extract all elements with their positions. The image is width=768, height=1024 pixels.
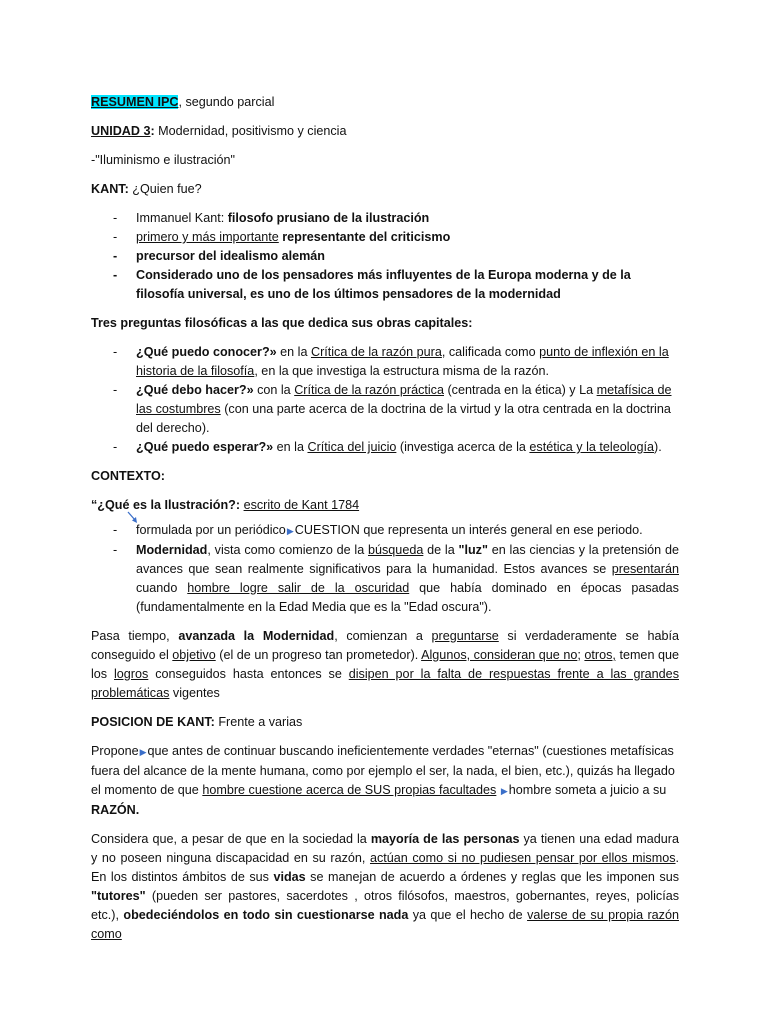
list-item: [136, 381, 679, 438]
c2-modernidad: Modernidad: [136, 543, 208, 557]
c2-busqueda: búsqueda: [368, 543, 424, 557]
list-item: [136, 343, 679, 381]
pasa-bold: avanzada la Modernidad: [178, 629, 335, 643]
doc-title: [91, 93, 679, 112]
posicion-label: POSICION DE KANT:: [91, 715, 215, 729]
unidad-label: UNIDAD 3: [91, 124, 151, 138]
list-item: [136, 209, 679, 228]
list-item: [136, 541, 679, 617]
list-item: [136, 521, 679, 541]
considera-bold: vidas: [273, 870, 306, 884]
q3-work: Crítica del juicio: [307, 440, 397, 454]
context-list: [91, 521, 679, 617]
c2-text: , vista como comienzo de la: [207, 543, 368, 557]
document-body: [91, 93, 679, 954]
escrito-title: “¿Qué es la Ilustración?:: [91, 498, 241, 512]
kant-primero: primero y más importante: [136, 230, 279, 244]
pasa-text: , comienzan a: [334, 629, 432, 643]
pasa-text: (el de un progreso tan prometedor).: [215, 648, 422, 662]
unidad-heading: [91, 122, 679, 141]
right-arrow-icon: ▶: [500, 786, 508, 796]
pasa-text: temen que los: [91, 648, 679, 681]
q3-topic: estética y la teleología: [529, 440, 655, 454]
q1-work: Crítica de la razón pura: [310, 345, 442, 359]
propone-text: Propone: [91, 744, 139, 758]
considera-text: (pueden ser pastores, sacerdotes , otros filósofos, maestros, gobernantes, reyes, policías etc.),: [91, 889, 679, 922]
q2-work: Crítica de la razón práctica: [294, 383, 444, 397]
pasa-underline: disipen por la falta de respuestas frente a las grandes problemáticas: [91, 667, 679, 700]
escrito-line: [91, 496, 679, 515]
list-item: [136, 438, 679, 457]
posicion-heading: [91, 713, 679, 732]
q3-text: ).: [654, 440, 662, 454]
considera-text: ya tienen una edad madura y no poseen ninguna discapacidad en su razón,: [91, 832, 679, 865]
list-item: - precursor del idealismo alemán: [136, 247, 679, 266]
q2-text: (centrada en la ética) y La: [443, 383, 597, 397]
considera-text: se manejan de acuerdo a órdenes y reglas que les imponen sus: [305, 870, 680, 884]
title-highlight: RESUMEN IPC: [91, 95, 179, 109]
escrito-date: escrito de Kant 1784: [243, 498, 360, 512]
pasa-text: ;: [577, 648, 585, 662]
q2-text: (con una parte acerca de la doctrina de la virtud y la otra centrada en la doctrina del derecho).: [136, 402, 671, 435]
pasa-text: si verdaderamente se había conseguido el: [91, 629, 679, 662]
considera-bold: obedeciéndolos en todo sin cuestionarse nada: [123, 908, 409, 922]
title-rest: , segundo parcial: [178, 95, 275, 109]
pasa-underline: Algunos, consideran que no: [421, 648, 578, 662]
pasa-text: vigentes: [169, 686, 220, 700]
right-arrow-icon: ▶: [286, 526, 294, 536]
q1-text: , en la que investiga la estructura misma de la razón.: [254, 364, 550, 378]
pasa-underline: otros,: [584, 648, 616, 662]
tres-preguntas-heading: Tres preguntas filosóficas a las que dedica sus obras capitales:: [91, 316, 473, 330]
considera-underline: valerse de su propia razón como: [91, 908, 679, 941]
q2-work-2: metafísica de las costumbres: [136, 383, 672, 416]
q1-text: en la: [276, 345, 311, 359]
q2-text: con la: [253, 383, 295, 397]
c2-text: en las ciencias y la pretensión de avances que sean realmente significativos para la humanidad. Estos avances se: [136, 543, 679, 576]
kant-name: Immanuel Kant:: [136, 211, 225, 225]
c2-text: de la: [423, 543, 459, 557]
unidad-colon: :: [150, 124, 155, 138]
propone-text: hombre someta a juicio a su: [508, 783, 667, 797]
q3-text: en la: [273, 440, 308, 454]
posicion-text: Frente a varias: [214, 715, 303, 729]
pasa-text: conseguidos hasta entonces se: [148, 667, 349, 681]
q1-text: , calificada como: [441, 345, 540, 359]
propone-paragraph: [91, 742, 679, 820]
callout-arrow-icon: [127, 511, 139, 525]
list-item: - Considerado uno de los pensadores más influyentes de la Europa moderna y de la filosofía universal, es uno de los últimos pensadores de la modernidad: [136, 266, 679, 304]
c2-presentaran: presentarán: [611, 562, 679, 576]
q1-question: ¿Qué puedo conocer?»: [136, 345, 277, 359]
considera-text: . En los distintos ámbitos de sus: [91, 851, 680, 884]
considera-paragraph: [91, 830, 679, 944]
propone-razon: RAZÓN.: [91, 803, 140, 817]
considera-bold: mayoría de las personas: [370, 832, 520, 846]
pasa-underline: preguntarse: [431, 629, 499, 643]
contexto-heading: CONTEXTO:: [91, 469, 165, 483]
pasa-paragraph: [91, 627, 679, 703]
kant-desc: filosofo prusiano de la ilustración: [224, 211, 430, 225]
unidad-text: Modernidad, positivismo y ciencia: [154, 124, 347, 138]
propone-underline: hombre cuestione acerca de SUS propias facultades: [202, 783, 497, 797]
right-arrow-icon: ▶: [139, 747, 147, 757]
pasa-underline: logros: [114, 667, 149, 681]
c2-oscuridad: hombre logre salir de la oscuridad: [187, 581, 410, 595]
kant-label: KANT:: [91, 182, 129, 196]
pasa-underline: objetivo: [172, 648, 216, 662]
kant-heading: [91, 180, 679, 199]
q3-text: (investiga acerca de la: [396, 440, 530, 454]
kant-list: [91, 209, 679, 304]
iluminismo-line: -"Iluminismo e ilustración": [91, 153, 236, 167]
q1-inflexion: punto de inflexión en la historia de la filosofía: [136, 345, 669, 378]
considera-text: ya que el hecho de: [408, 908, 528, 922]
c2-text: cuando: [136, 581, 188, 595]
pasa-text: Pasa tiempo,: [91, 629, 179, 643]
list-item: [136, 228, 679, 247]
considera-underline: actúan como si no pudiesen pensar por ellos mismos: [369, 851, 676, 865]
q2-question: ¿Qué debo hacer?»: [136, 383, 254, 397]
q3-question: ¿Qué puedo esperar?»: [136, 440, 274, 454]
c1-text: formulada por un periódico: [136, 523, 286, 537]
preguntas-list: [91, 343, 679, 457]
kant-criticismo: representante del criticismo: [278, 230, 451, 244]
considera-text: Considera que, a pesar de que en la sociedad la: [91, 832, 371, 846]
c2-text: que había dominado en épocas pasadas (fundamentalmente en la Edad Media que es la "Edad oscura").: [136, 581, 679, 614]
c1-text: CUESTION que representa un interés general en ese periodo.: [294, 523, 643, 537]
kant-question: ¿Quien fue?: [128, 182, 202, 196]
c2-luz: "luz": [458, 543, 488, 557]
considera-tutores: "tutores": [91, 889, 146, 903]
propone-text: que antes de continuar buscando ineficientemente verdades "eternas" (cuestiones metafísicas fuera del alcance de la mente humana, como por ejemplo el ser, la nada, el bien, etc.), quizás ha llegado el momento de que: [91, 744, 675, 797]
